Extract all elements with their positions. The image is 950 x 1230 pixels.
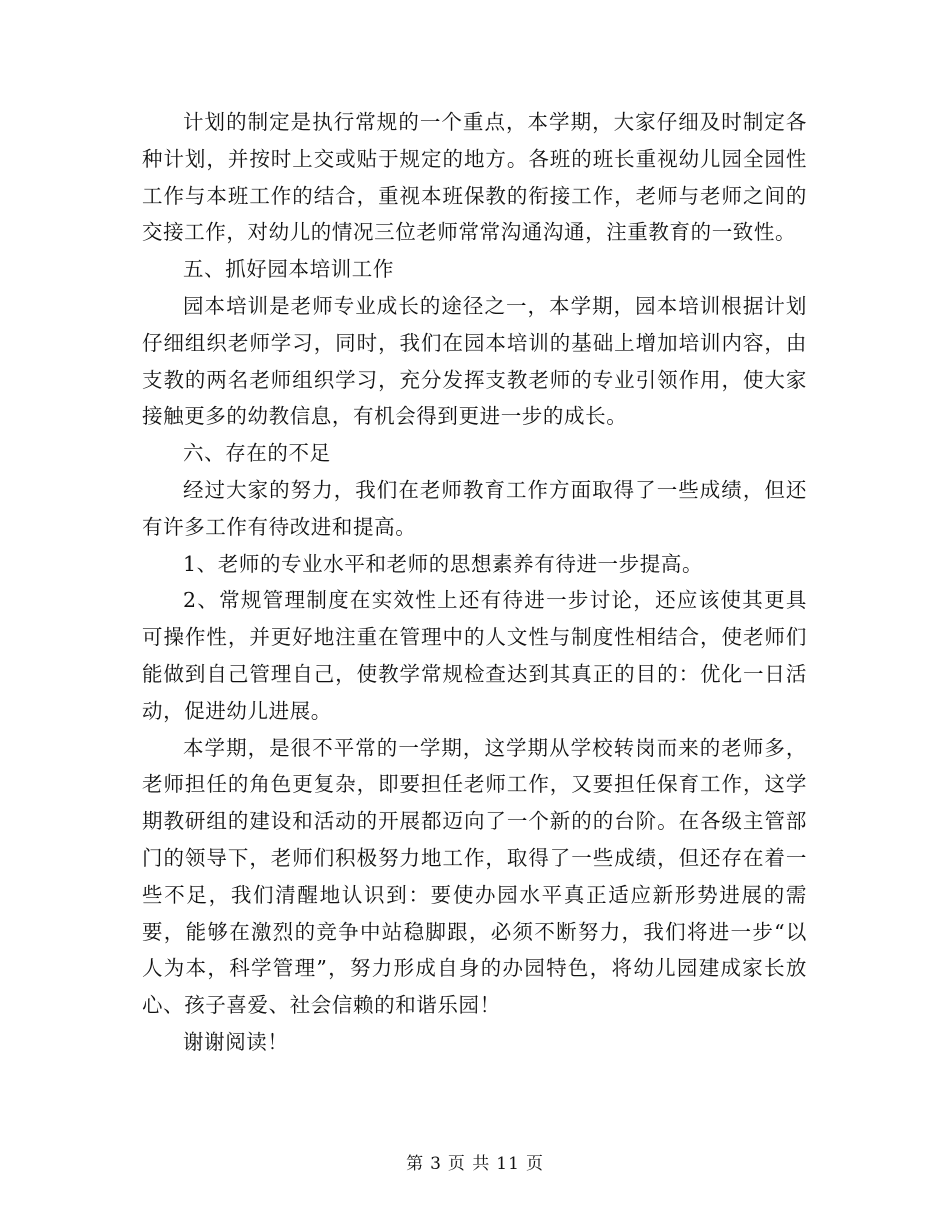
document-body bbox=[142, 104, 807, 1061]
paragraph-conclusion: 本学期，是很不平常的一学期，这学期从学校转岗而来的老师多，老师担任的角色更复杂，即要担任老师工作，又要担任保育工作，这学期教研组的建设和活动的开展都迈向了一个新的的台阶。在各级主管部门的领导下，老师们积极努力地工作，取得了一些成绩，但还存在着一些不足，我们清醒地认识到：要使办园水平真正适应新形势进展的需要，能够在激烈的竞争中站稳脚跟，必须不断努力，我们将进一步“以人为本，科学管理”，努力形成自身的办园特色，将幼儿园建成家长放心、孩子喜爱、社会信赖的和谐乐园！ bbox=[142, 735, 807, 1018]
footer-suffix: 页 bbox=[525, 1154, 544, 1174]
footer-total-pages: 11 bbox=[496, 1154, 520, 1174]
footer-prefix: 第 bbox=[406, 1154, 425, 1174]
paragraph-training: 园本培训是老师专业成长的途径之一，本学期，园本培训根据计划仔细组织老师学习，同时，我们在园本培训的基础上增加培训内容，由支教的两名老师组织学习，充分发挥支教老师的专业引领作用，使大家接触更多的幼教信息，有机会得到更进一步的成长。 bbox=[142, 293, 807, 429]
footer-middle: 页 共 bbox=[447, 1154, 491, 1174]
closing-thanks: 谢谢阅读！ bbox=[183, 1029, 289, 1054]
paragraph-plan-making: 计划的制定是执行常规的一个重点，本学期，大家仔细及时制定各种计划，并按时上交或贴于规定的地方。各班的班长重视幼儿园全园性工作与本班工作的结合，重视本班保教的衔接工作，老师与老师之间的交接工作，对幼儿的情况三位老师常常沟通沟通，注重教育的一致性。 bbox=[142, 110, 807, 245]
section-heading-shortcomings: 六、存在的不足 bbox=[183, 441, 331, 466]
page-footer bbox=[0, 1152, 950, 1176]
list-item-shortcoming-1: 1、老师的专业水平和老师的思想素养有待进一步提高。 bbox=[183, 551, 704, 576]
section-heading-training: 五、抓好园本培训工作 bbox=[183, 257, 394, 282]
footer-current-page: 3 bbox=[430, 1154, 442, 1174]
paragraph-shortcomings-intro: 经过大家的努力，我们在老师教育工作方面取得了一些成绩，但还有许多工作有待改进和提高。 bbox=[142, 477, 807, 539]
list-item-shortcoming-2: 2、常规管理制度在实效性上还有待进一步讨论，还应该使其更具可操作性，并更好地注重在管理中的人文性与制度性相结合，使老师们能做到自己管理自己，使教学常规检查达到其真正的目的：优化一日活动，促进幼儿进展。 bbox=[142, 588, 807, 723]
